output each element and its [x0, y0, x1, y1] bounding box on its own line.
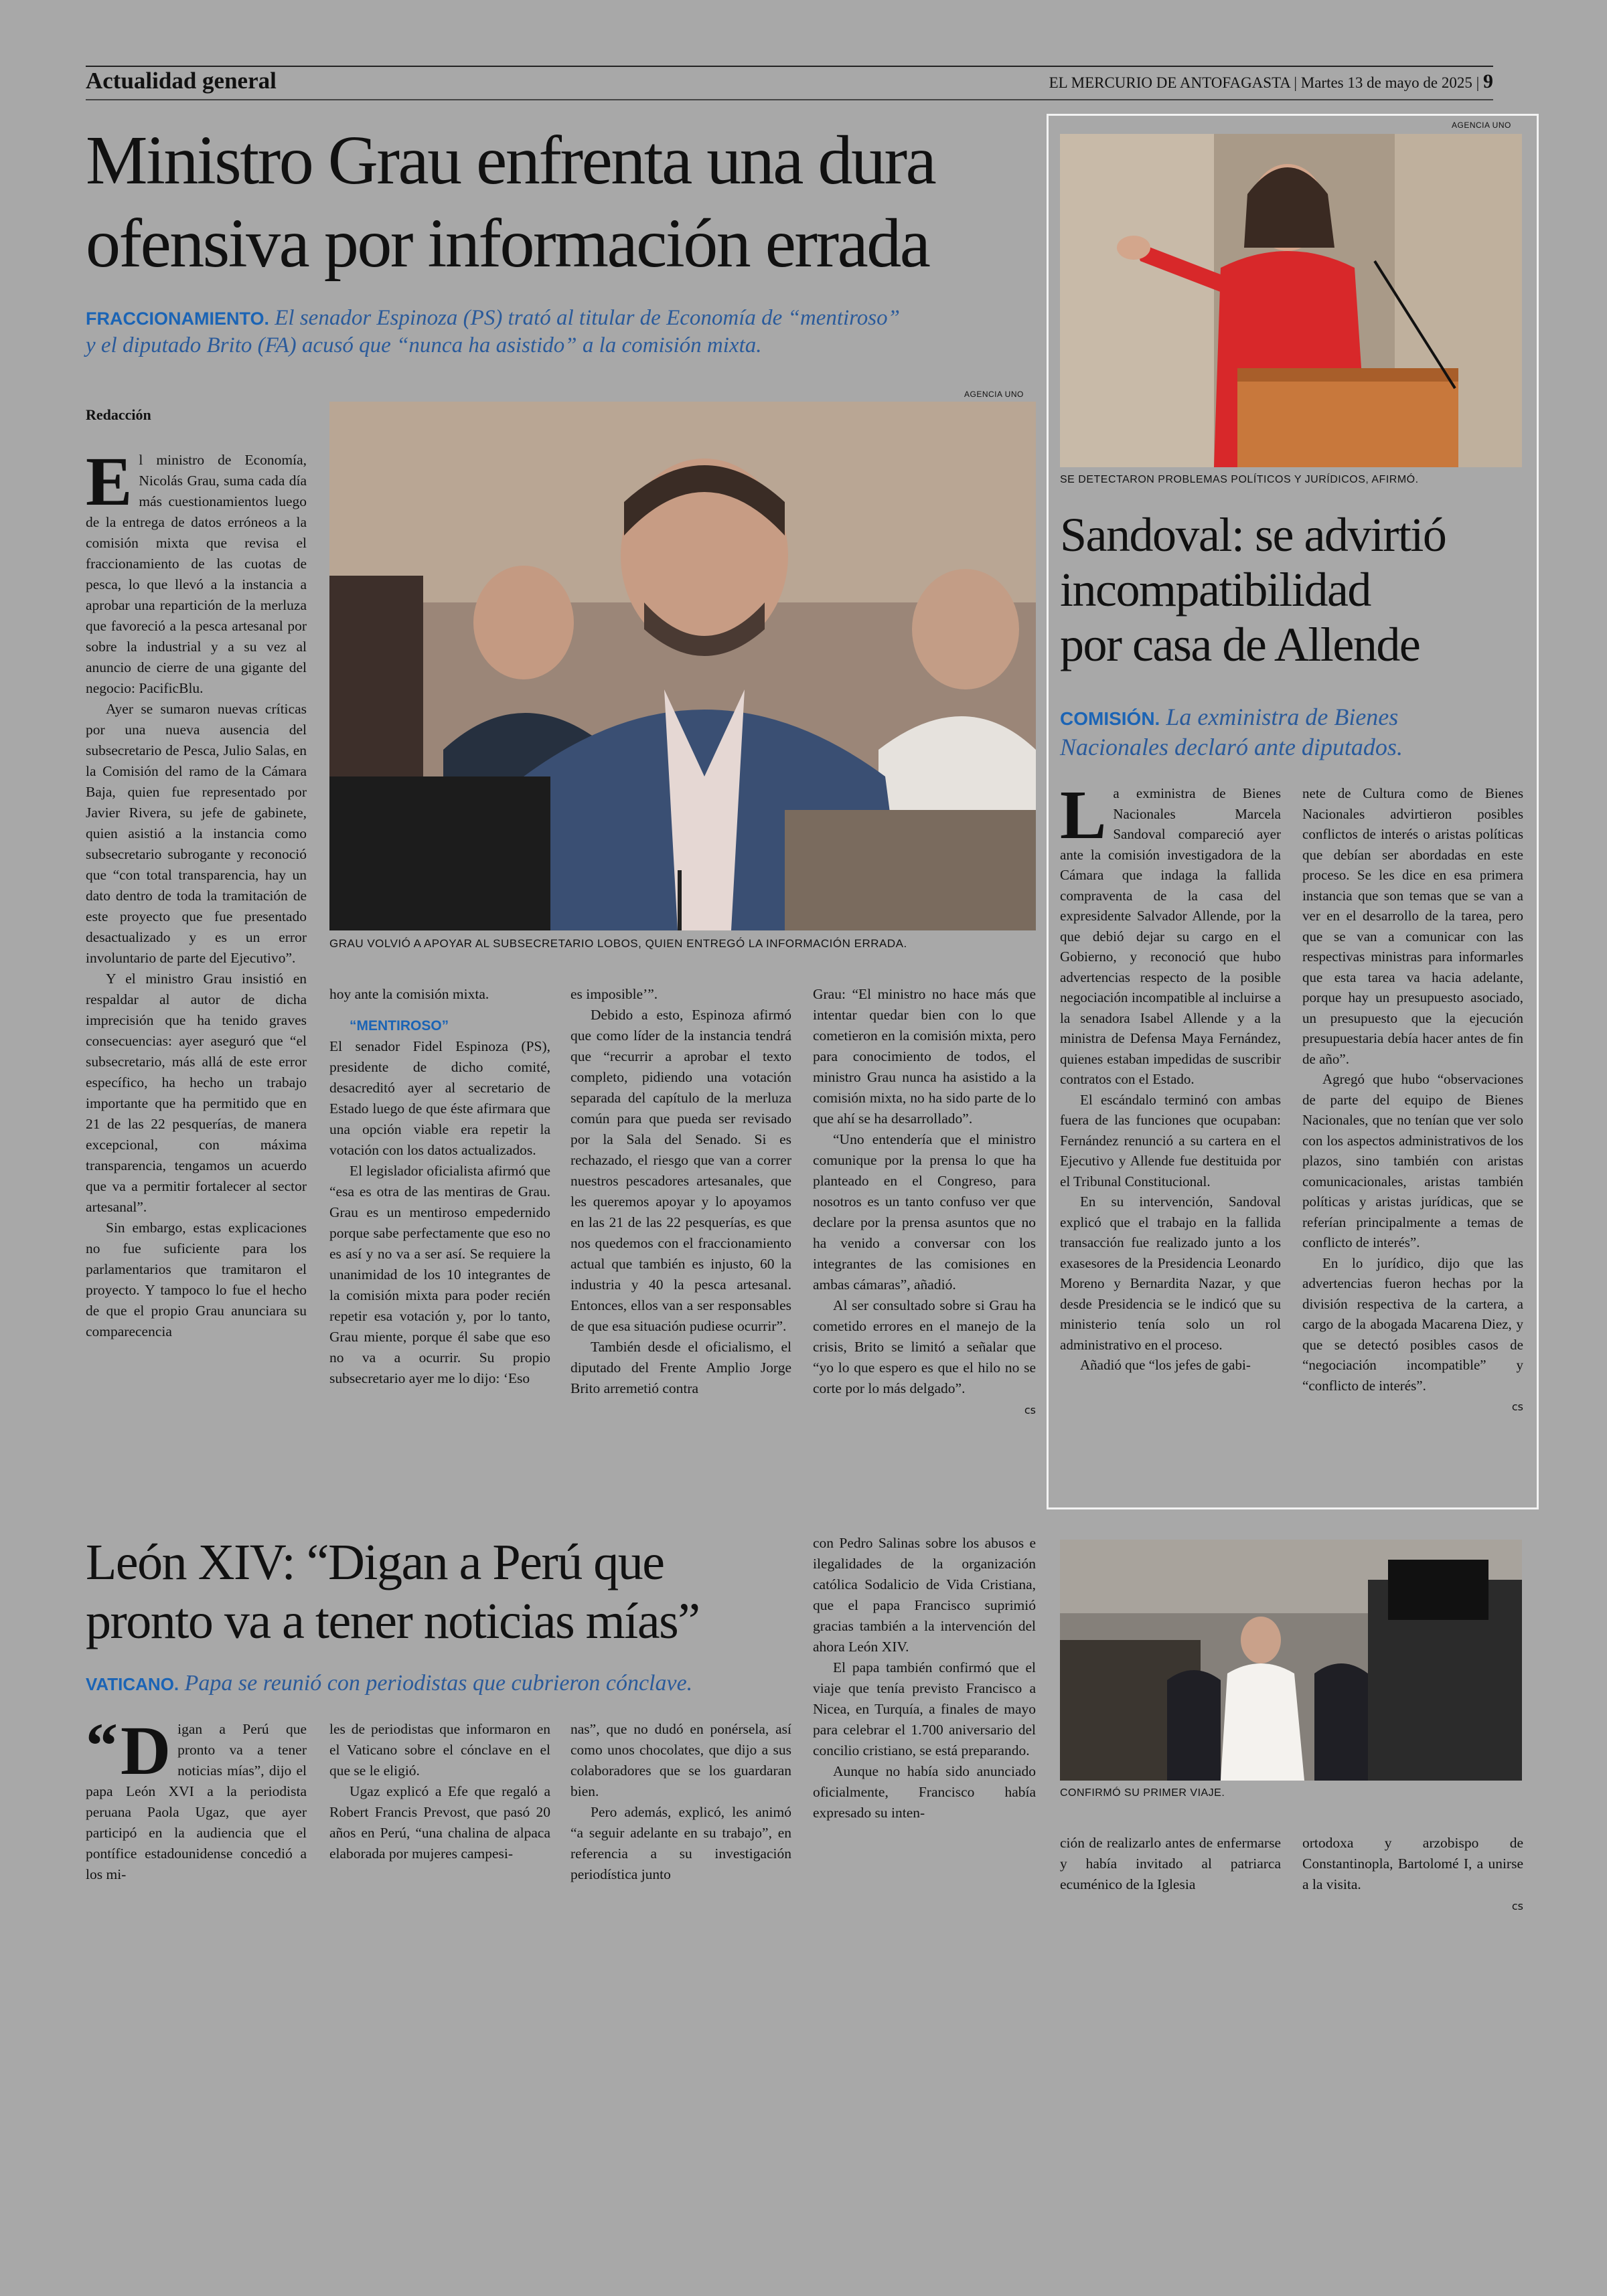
- headline-line: pronto va a tener noticias mías”: [86, 1593, 700, 1649]
- paragraph: Aunque no había sido anunciado oficialmente, Francisco había expresado su inten-: [813, 1763, 1036, 1821]
- paragraph: ortodoxa y arzobispo de Constantinopla, Bartolomé I, a unirse a la visita.: [1302, 1835, 1523, 1892]
- article-3-column-1: [86, 1710, 307, 1885]
- article-2-lead: [1060, 703, 1529, 761]
- article-3-headline: [86, 1533, 822, 1651]
- lead-text: Papa se reunió con periodistas que cubrieron cónclave.: [179, 1671, 693, 1696]
- end-mark: cs: [1024, 1404, 1036, 1416]
- end-mark: cs: [1511, 1900, 1523, 1912]
- photo-credit: AGENCIA UNO: [1452, 120, 1511, 130]
- paragraph: En lo jurídico, dijo que las advertencias fueron hechas por la división respectiva de la cartera, a cargo de la abogada Macarena Diez, y que se detectó posibles casos de “negociación incompatible” y “conflicto de interés”.: [1302, 1254, 1523, 1394]
- drop-cap: D: [121, 1712, 171, 1789]
- lead-text: Nacionales declaró ante diputados.: [1060, 734, 1403, 760]
- paragraph: hoy ante la comisión mixta.: [329, 986, 489, 1002]
- article-3-column-6: [1302, 1833, 1523, 1916]
- end-mark: cs: [1511, 1400, 1523, 1413]
- headline-line: Ministro Grau enfrenta una dura: [86, 122, 935, 199]
- quote-mark: “: [86, 1710, 118, 1781]
- masthead-info: EL MERCURIO DE ANTOFAGASTA | Martes 13 de mayo de 2025 | 9: [1049, 70, 1493, 92]
- paragraph: Al ser consultado sobre si Grau ha cometido errores en el manejo de la crisis, Brito se limitó a señalar que “yo lo que espero es que el hilo no se corte por lo más delgado”.: [813, 1297, 1036, 1396]
- paragraph: El legislador oficialista afirmó que “esa es otra de las mentiras de Grau. Grau es un mentiroso empedernido porque sabe perfectamente que eso no es así y no va a ser así. Se requiere la unanimidad de los 10 integrantes de la comisión mixta para poder recién repetir esa votación y, por lo tanto, Grau miente, porque él sabe que eso no va a ocurrir. Su propio subsecretario ayer me lo dijo: ‘Eso: [329, 1163, 550, 1386]
- headline-line: incompatibilidad: [1060, 563, 1371, 617]
- header-rule: [86, 66, 1493, 67]
- article-1-column-2: [329, 984, 550, 1389]
- paragraph: es imposible’”.: [570, 986, 658, 1002]
- headline-line: por casa de Allende: [1060, 618, 1420, 671]
- byline: Redacción: [86, 406, 151, 423]
- photo-caption: CONFIRMÓ SU PRIMER VIAJE.: [1060, 1787, 1225, 1799]
- minister-photo: [329, 402, 1036, 930]
- header-underline: [86, 99, 1493, 100]
- article-1-column-1: [86, 443, 307, 1342]
- article-3-column-5: [1060, 1833, 1281, 1895]
- photo-caption: SE DETECTARON PROBLEMAS POLÍTICOS Y JURÍDICOS, AFIRMÓ.: [1060, 474, 1419, 485]
- paragraph: “Uno entendería que el ministro comunique por la prensa lo que ha planteado en el Congreso, para nosotros es un tanto confuso ver que declare por la prensa asuntos que no ha venido a conversar con los integrantes de las comisiones en ambas cámaras”, añadió.: [813, 1131, 1036, 1293]
- paragraph: Ugaz explicó a Efe que regaló a Robert Francis Prevost, que pasó 20 años en Perú, “una chalina de alpaca elaborada por mujeres campesi-: [329, 1783, 550, 1862]
- paragraph: Agregó que hubo “observaciones de parte del equipo de Bienes Nacionales, que no tenían que ver solo con los aspectos administrativos de los plazos, sino también con aristas comunicacionales, aristas también políticas y aristas jurídicas, que se referían principalmente a temas de conflicto de interés”.: [1302, 1071, 1523, 1250]
- paragraph: Grau: “El ministro no hace más que intentar quedar bien con lo que cometieron en la comisión mixta, pero para conocimiento de todos, el ministro Grau nunca ha asistido a la comisión mixta, no ha sido parte de lo que ahí se ha desarrollado”.: [813, 986, 1036, 1127]
- paragraph: En su intervención, Sandoval explicó que el trabajo en la fallida transacción fue realizado junto a los exasesores de la Presidencia Leonardo Moreno y Bernardita Nazar, y que desde Presidencia se le indicó que su ministerio tenía solo un rol administrativo en el proceso.: [1060, 1194, 1281, 1353]
- pope-photo-image: [1060, 1540, 1522, 1781]
- paragraph: nas”, que no dudó en ponérsela, así como unos chocolates, que dijo a sus colaboradores que se los guardaran bien.: [570, 1721, 791, 1799]
- paragraph: con Pedro Salinas sobre los abusos e ilegalidades de la organización católica Sodalicio de Vida Cristiana, que el papa Francisco suprimió gracias también a la intervención del ahora León XIV.: [813, 1535, 1036, 1655]
- lead-text: y el diputado Brito (FA) acusó que “nunca ha asistido” a la comisión mixta.: [86, 333, 762, 357]
- paragraph: igan a Perú que pronto va a tener noticias mías”, dijo el papa León XVI a la periodista peruana Paola Ugaz, que ayer participó en la audiencia que el pontífice estadounidense concedió a los mi-: [86, 1721, 307, 1882]
- article-3-column-4: [813, 1533, 1036, 1823]
- article-1-lead: [86, 305, 1077, 359]
- photo-credit: AGENCIA UNO: [964, 390, 1024, 399]
- paragraph: les de periodistas que informaron en el Vaticano sobre el cónclave en el que se le eligió.: [329, 1721, 550, 1779]
- lead-text: La exministra de Bienes: [1160, 704, 1399, 730]
- pope-photo: [1060, 1540, 1522, 1781]
- paragraph: Sin embargo, estas explicaciones no fue suficiente para los parlamentarios que tramitaron el proyecto. Y tampoco lo fue el hecho de que el propio Grau anunciara su comparecencia: [86, 1220, 307, 1339]
- paragraph: Debido a esto, Espinoza afirmó que como líder de la instancia tendrá que “recurrir a aprobar el texto completo, pidiendo una votación separada del capítulo de la merluza común para que pueda ser revisado por la Sala del Senado. Si es rechazado, el riesgo que van a correr nuestros pescadores artesanales, que les queremos apoyar y lo apoyamos en las 21 de las 22 pesquerías, es que nos quedemos con el fraccionamiento actual que también es injusto, 60 la industria y 40 la pesca artesanal. Entonces, ellos van a ser responsables de que esa situación pudiese ocurrir”.: [570, 1007, 791, 1334]
- article-1-headline: [86, 119, 1063, 285]
- paragraph: l ministro de Economía, Nicolás Grau, suma cada día más cuestionamientos luego de la entrega de datos erróneos a la comisión mixta que revisa el fraccionamiento de las cuotas de pesca, lo que llevó a la instancia a aprobar una repartición de la merluza que favoreció a la pesca artesanal por sobre la industrial y a su vez al anuncio de cierre de una gigante del negocio: PacificBlu.: [86, 452, 307, 696]
- sandoval-photo: [1060, 134, 1522, 467]
- drop-cap: L: [1060, 776, 1107, 853]
- page-number: 9: [1483, 70, 1493, 92]
- issue-date: Martes 13 de mayo de 2025: [1300, 74, 1472, 91]
- paragraph: El papa también confirmó que el viaje que tenía previsto Francisco a Nicea, en Turquía, a finales de mayo para celebrar el 1.700 aniversario del concilio cristiano, se está preparando.: [813, 1659, 1036, 1758]
- lead-text: El senador Espinoza (PS) trató al titular de Economía de “mentiroso”: [269, 306, 900, 330]
- paragraph: Añadió que “los jefes de gabi-: [1080, 1357, 1251, 1373]
- lead-kicker: COMISIÓN.: [1060, 708, 1160, 729]
- headline-line: León XIV: “Digan a Perú que: [86, 1534, 664, 1590]
- lead-kicker: FRACCIONAMIENTO.: [86, 309, 269, 329]
- paragraph: El senador Fidel Espinoza (PS), presidente de dicho comité, desacreditó ayer al secretario de Estado luego de que éste afirmara que una opción viable era repetir la votación con los datos actualizados.: [329, 1038, 550, 1158]
- paragraph: a exministra de Bienes Nacionales Marcela Sandoval compareció ayer ante la comisión investigadora de la Cámara que indaga la fallida compraventa de la casa del expresidente Salvador Allende, por la que debió dejar su cargo en el Gobierno, y reconoció que hubo advertencias respecto de la posible negociación incompatible al incluirse a la senadora Isabel Allende y a la ministra de Defensa Maya Fernández, quienes estaban impedidas de suscribir contratos con el Estado.: [1060, 785, 1281, 1087]
- sandoval-photo-image: [1060, 134, 1522, 467]
- headline-line: Sandoval: se advirtió: [1060, 508, 1446, 562]
- section-label: Actualidad general: [86, 68, 277, 94]
- paragraph: ción de realizarlo antes de enfermarse y había invitado al patriarca ecuménico de la Iglesia: [1060, 1835, 1281, 1892]
- paragraph: También desde el oficialismo, el diputado del Frente Amplio Jorge Brito arremetió contra: [570, 1339, 791, 1396]
- article-1-column-3: [570, 984, 791, 1399]
- article-1-column-4: [813, 984, 1036, 1420]
- paragraph: Y el ministro Grau insistió en respaldar al autor de dicha imprecisión que ha tenido graves consecuencias: ayer aseguró que “el subsecretario, más allá de este error específico, ha hecho un trabajo importante que ha permitido que en 21 de las 22 pesquerías, de manera excepcional, con máxima transparencia, tengamos un acuerdo que va a permitir fortalecer al sector artesanal”.: [86, 971, 307, 1215]
- paragraph: nete de Cultura como de Bienes Nacionales advirtieron posibles conflictos de interés o aristas políticas que debían ser abordadas en este proceso. Se les dice en esa primera instancia que son temas que se van a ver en el desarrollo de la tarea, pero que se van a comunicar con las respectivas ministras para informarles que esta tarea va hacia adelante, porque hay un presupuesto asociado, un presupuesto que la ejecución presupuestaria debía hacer antes de fin de año”.: [1302, 785, 1523, 1067]
- photo-caption: GRAU VOLVIÓ A APOYAR AL SUBSECRETARIO LOBOS, QUIEN ENTREGÓ LA INFORMACIÓN ERRADA.: [329, 937, 907, 950]
- paper-name: EL MERCURIO DE ANTOFAGASTA: [1049, 74, 1290, 91]
- article-3-lead: [86, 1670, 822, 1698]
- paragraph: El escándalo terminó con ambas fuera de las funciones que ocupaban: Fernández renunció a su cartera en el Ejecutivo y Allende fue destituida por el Tribunal Constitucional.: [1060, 1091, 1281, 1190]
- paragraph: Pero además, explicó, les animó “a seguir adelante en su trabajo”, en referencia a su investigación periodística junto: [570, 1804, 791, 1882]
- minister-photo-image: [329, 402, 1036, 930]
- article-2-column-2: [1302, 783, 1523, 1418]
- article-3-column-3: [570, 1719, 791, 1885]
- subheading: “MENTIROSO”: [350, 1018, 449, 1034]
- article-2-headline: [1060, 507, 1529, 672]
- drop-cap: E: [86, 443, 133, 520]
- article-2-column-1: [1060, 776, 1281, 1376]
- article-3-column-2: [329, 1719, 550, 1864]
- paragraph: Ayer se sumaron nuevas críticas por una nueva ausencia del subsecretario de Pesca, Julio Salas, en la Comisión del ramo de la Cámara Baja, quien fue representado por Javier Rivera, su jefe de gabinete, quien asistió a la instancia como subsecretario subrogante y reconoció que “con total transparencia, hay un dato dentro de toda la tramitación de este proyecto que fue presentado desactualizado y es un error involuntario de parte del Ejecutivo”.: [86, 701, 307, 966]
- headline-line: ofensiva por información errada: [86, 205, 929, 282]
- lead-kicker: VATICANO.: [86, 1674, 179, 1694]
